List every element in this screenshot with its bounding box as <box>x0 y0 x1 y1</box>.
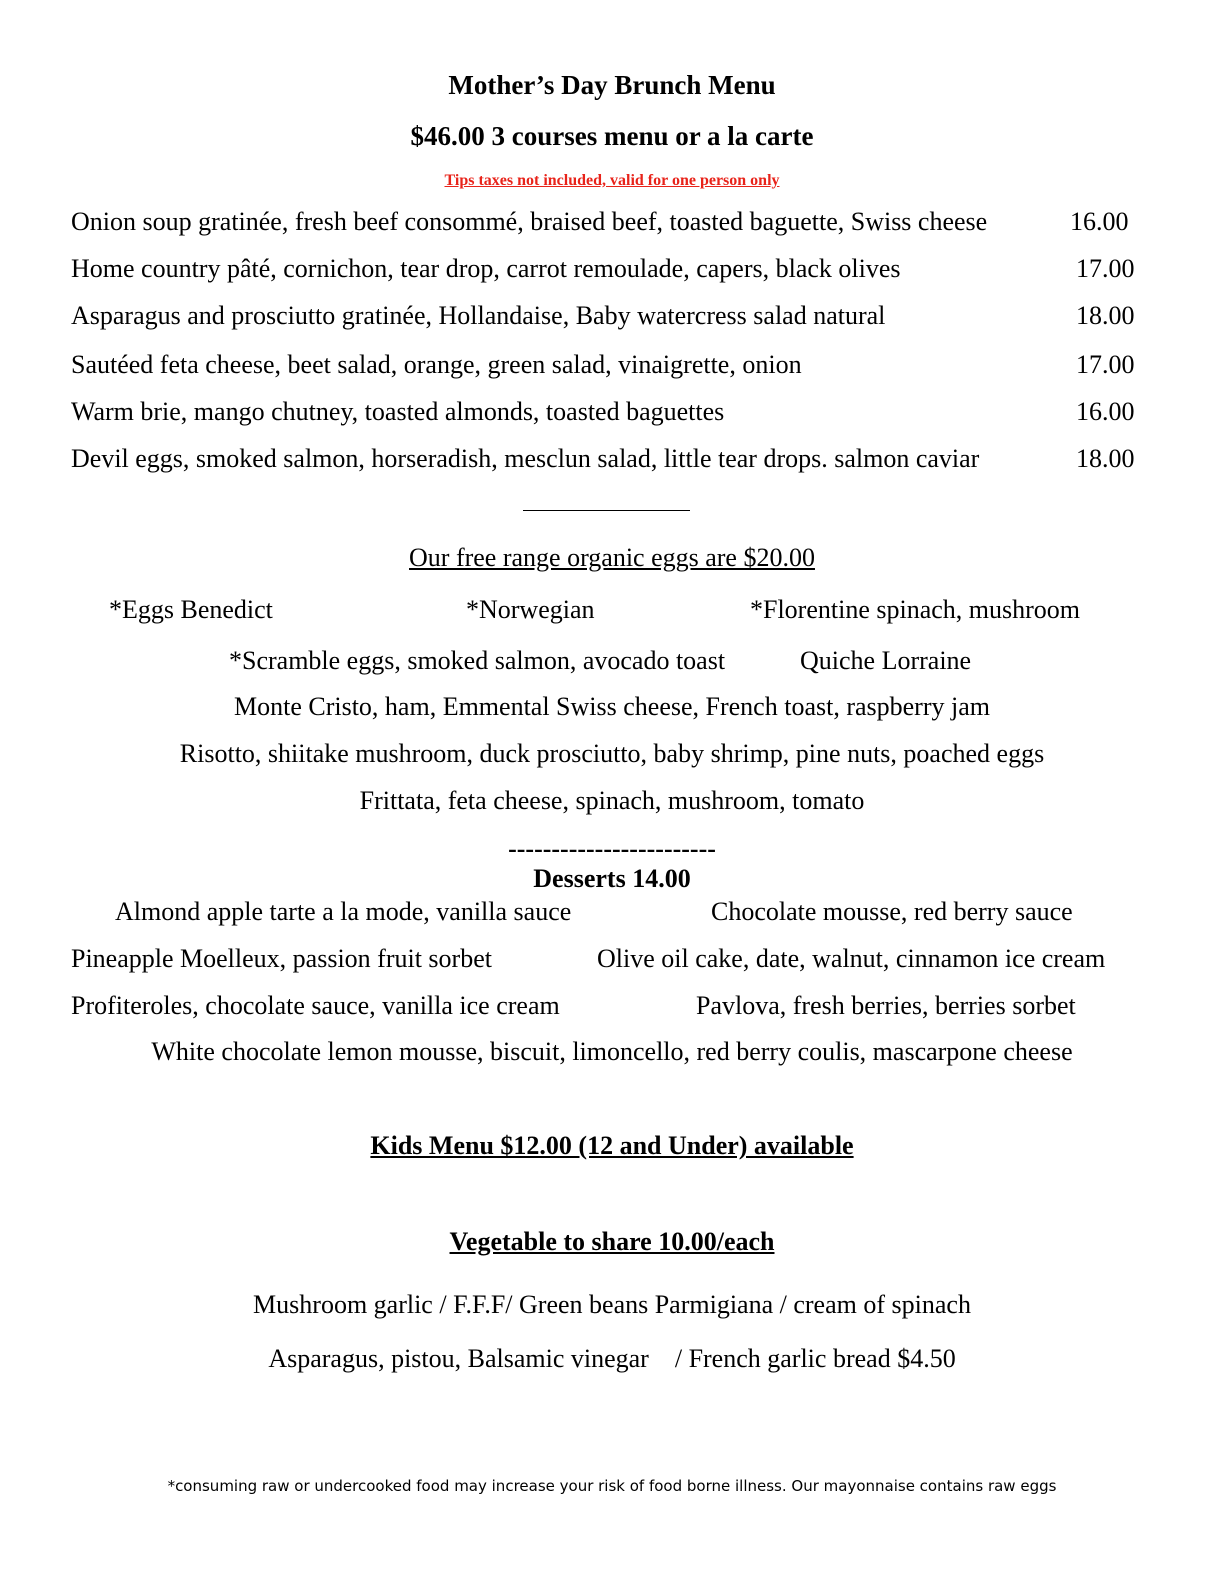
dessert-item: Pavlova, fresh berries, berries sorbet <box>696 991 1076 1020</box>
starter-item-name: Sautéed feta cheese, beet salad, orange, green salad, vinaigrette, onion <box>71 350 802 379</box>
starter-item-price: 18.00 <box>1076 301 1135 330</box>
starter-item-name: Asparagus and prosciutto gratinée, Hollandaise, Baby watercress salad natural <box>71 301 886 330</box>
egg-item: *Eggs Benedict <box>109 595 273 624</box>
kids-menu-heading: Kids Menu $12.00 (12 and Under) available <box>370 1131 854 1160</box>
dessert-item: Almond apple tarte a la mode, vanilla sauce <box>115 897 572 926</box>
eggs-heading: Our free range organic eggs are $20.00 <box>409 543 815 572</box>
starter-item-price: 17.00 <box>1076 350 1135 379</box>
dessert-item: White chocolate lemon mousse, biscuit, limoncello, red berry coulis, mascarpone cheese <box>151 1037 1073 1066</box>
dessert-item: Pineapple Moelleux, passion fruit sorbet <box>71 944 492 973</box>
starter-item-price: 16.00 <box>1070 207 1129 236</box>
menu-title: Mother’s Day Brunch Menu <box>448 70 776 100</box>
starter-item-price: 17.00 <box>1076 254 1135 283</box>
vegetables-heading: Vegetable to share 10.00/each <box>449 1227 775 1256</box>
egg-item: *Scramble eggs, smoked salmon, avocado toast <box>229 646 726 675</box>
tips-note: Tips taxes not included, valid for one person only <box>444 172 780 189</box>
dessert-item: Profiteroles, chocolate sauce, vanilla ice cream <box>71 991 560 1020</box>
starter-item-name: Onion soup gratinée, fresh beef consommé, braised beef, toasted baguette, Swiss cheese <box>71 207 988 236</box>
starter-item-price: 18.00 <box>1076 444 1135 473</box>
section-divider-line <box>523 510 690 511</box>
starter-item-name: Home country pâté, cornichon, tear drop, carrot remoulade, capers, black olives <box>71 254 901 283</box>
starter-item-name: Warm brie, mango chutney, toasted almonds, toasted baguettes <box>71 397 725 426</box>
egg-dish-line: Risotto, shiitake mushroom, duck prosciutto, baby shrimp, pine nuts, poached eggs <box>179 739 1045 768</box>
dessert-item: Chocolate mousse, red berry sauce <box>711 897 1073 926</box>
starter-item-name: Devil eggs, smoked salmon, horseradish, mesclun salad, little tear drops. salmon caviar <box>71 444 980 473</box>
desserts-heading: Desserts 14.00 <box>533 864 691 893</box>
egg-item: Quiche Lorraine <box>800 646 972 675</box>
menu-subtitle: $46.00 3 courses menu or a la carte <box>410 121 814 151</box>
egg-dish-line: Frittata, feta cheese, spinach, mushroom, tomato <box>359 786 865 815</box>
vegetables-line: Asparagus, pistou, Balsamic vinegar / French garlic bread $4.50 <box>268 1344 956 1373</box>
dessert-item: Olive oil cake, date, walnut, cinnamon ice cream <box>597 944 1106 973</box>
dessert-divider: ------------------------ <box>508 834 716 863</box>
egg-item: *Florentine spinach, mushroom <box>750 595 1081 624</box>
food-safety-footer: *consuming raw or undercooked food may increase your risk of food borne illness. Our mayonnaise contains raw eggs <box>167 1477 1057 1495</box>
starter-item-price: 16.00 <box>1076 397 1135 426</box>
egg-item: *Norwegian <box>466 595 595 624</box>
vegetables-line: Mushroom garlic / F.F.F/ Green beans Parmigiana / cream of spinach <box>253 1290 971 1319</box>
egg-dish-line: Monte Cristo, ham, Emmental Swiss cheese, French toast, raspberry jam <box>233 692 990 721</box>
